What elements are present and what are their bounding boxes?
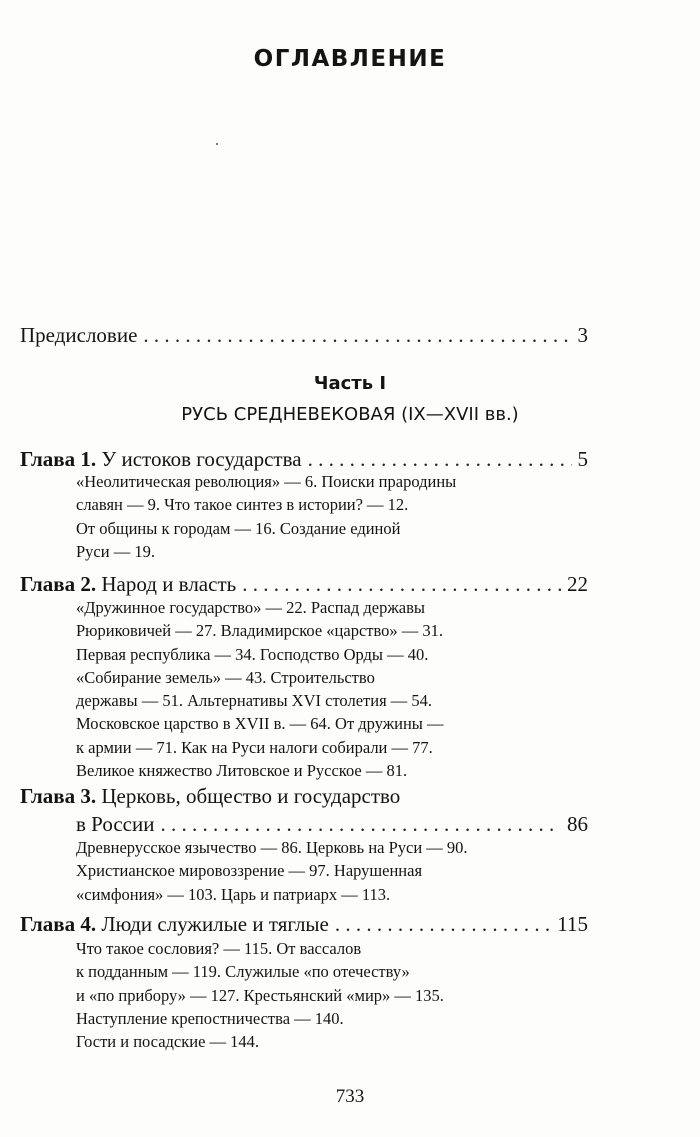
toc-entry-preface[interactable] [20,323,588,348]
subsection-line: к армии — 71. Как на Руси налоги собирали — 77. [76,737,433,757]
toc-entry-chapter-4[interactable] [20,912,588,937]
subsection-line: Руси — 19. [76,541,155,561]
subsection-line: Первая республика — 34. Господство Орды — 40. [76,644,429,664]
subsection-line: Гости и посадские — 144. [76,1032,260,1052]
preface-label: Предисловие [20,323,138,347]
chapter-page: 86 [567,812,588,836]
page-number: 733 [335,1086,365,1107]
subsection-line: к подданным — 119. Служилые «по отечеству» [76,962,410,982]
chapter-title: У истоков государства [101,447,302,471]
chapter-prefix: Глава 4. [20,912,97,936]
subsection-line: Московское царство в XVII в. — 64. От дружины — [76,714,444,734]
chapter-title: Народ и власть [101,572,237,596]
dot-leader [242,572,561,597]
subsection-line: Наступление крепостничества — 140. [76,1008,344,1028]
subsection-line: Древнерусское язычество — 86. Церковь на Руси — 90. [76,838,468,857]
part-title: РУСЬ СРЕДНЕВЕКОВАЯ (IX—XVII вв.) [181,404,519,425]
chapter-page: 5 [577,447,588,471]
subsection-line: Христианское мировоззрение — 97. Нарушенная [76,861,423,881]
dot-leader [335,912,551,937]
chapter-3-subsections [76,836,596,906]
chapter-2-subsections [76,596,596,782]
dot-leader [143,323,571,348]
chapter-page: 115 [557,912,588,936]
subsection-line: «Дружинное государство» — 22. Распад державы [76,598,425,617]
subsection-line: державы — 51. Альтернативы XVI столетия — 54. [76,691,433,711]
toc-entry-chapter-1[interactable] [20,447,588,472]
subsection-line: Рюриковичей — 27. Владимирское «царство» — 31. [76,621,444,641]
chapter-1-subsections [76,470,596,563]
toc-entry-chapter-2[interactable] [20,572,588,597]
chapter-title-cont: в России [76,812,155,836]
subsection-line: «Собирание земель» — 43. Строительство [76,667,375,687]
subsection-line: От общины к городам — 16. Создание единой [76,518,401,538]
chapter-title: Люди служилые и тяглые [101,912,329,936]
subsection-line: Великое княжество Литовское и Русское — 81. [76,761,408,781]
toc-entry-chapter-3-cont[interactable] [76,812,588,837]
chapter-prefix: Глава 1. [20,447,97,471]
chapter-4-subsections [76,937,596,1053]
chapter-page: 22 [567,572,588,596]
subsection-line: «симфония» — 103. Царь и патриарх — 113. [76,884,391,904]
subsection-line: «Неолитическая революция» — 6. Поиски прародины [76,472,457,491]
dot-leader [160,812,561,837]
page-title: ОГЛАВЛЕНИЕ [253,46,447,72]
subsection-line: славян — 9. Что такое синтез в истории? — 12. [76,495,409,515]
subsection-line: и «по прибору» — 127. Крестьянский «мир» — 135. [76,985,444,1005]
chapter-prefix: Глава 3. [20,784,97,808]
print-speck [216,143,218,145]
toc-entry-chapter-3[interactable] [20,784,400,809]
preface-page: 3 [577,323,588,347]
chapter-prefix: Глава 2. [20,572,97,596]
part-number: Часть I [313,373,387,394]
subsection-line: Что такое сословия? — 115. От вассалов [76,939,362,958]
chapter-title: Церковь, общество и государство [101,784,401,808]
dot-leader [308,447,572,472]
